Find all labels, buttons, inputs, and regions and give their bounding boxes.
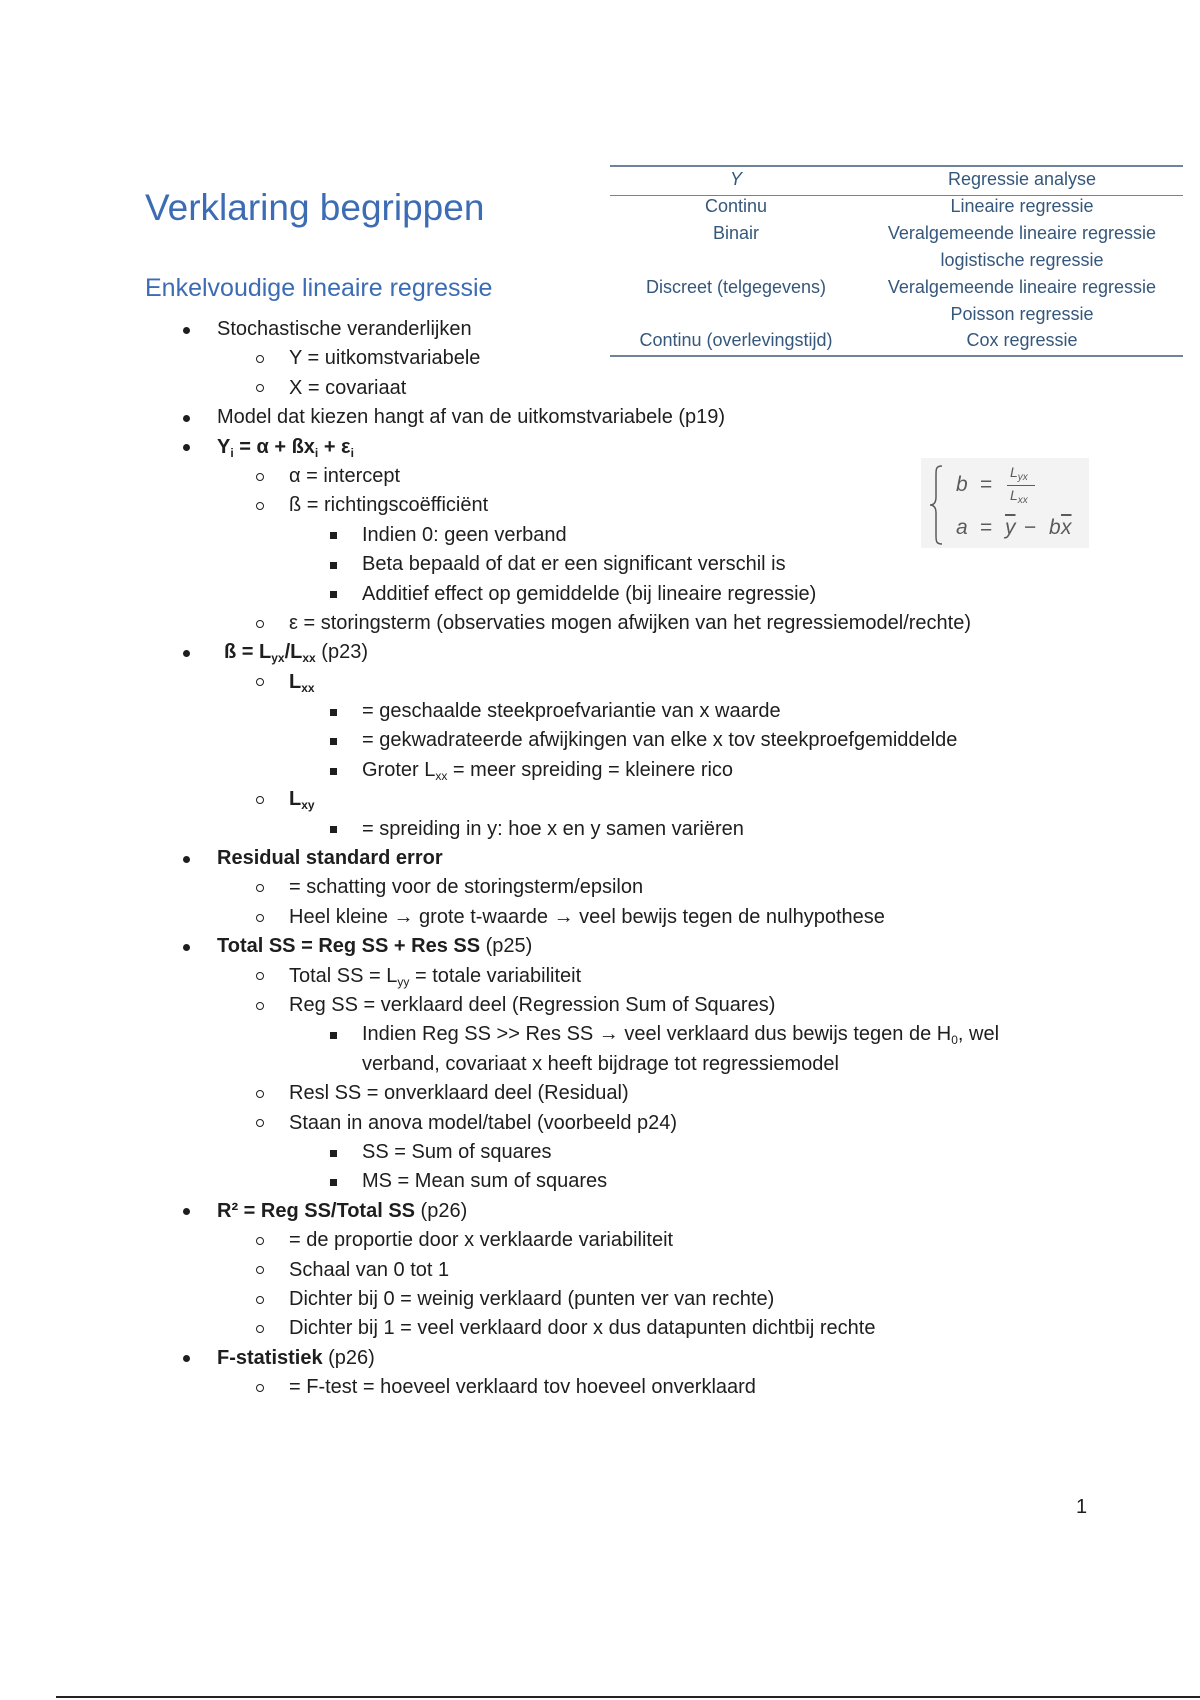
bullet-circle xyxy=(256,384,264,392)
note-line xyxy=(0,697,1200,726)
formula-a: a xyxy=(956,516,968,539)
line-text: MS = Mean sum of squares xyxy=(362,1170,608,1193)
note-line xyxy=(0,844,1200,873)
bullet-circle xyxy=(256,914,264,922)
note-line xyxy=(0,1020,1200,1049)
bullet-dot xyxy=(183,856,190,863)
formula-minus: − xyxy=(1024,516,1037,539)
note-line xyxy=(0,403,1200,432)
line-text: L xyxy=(289,670,302,693)
line-text: = schatting voor de storingsterm/epsilon xyxy=(289,876,644,899)
denominator-subscript: xx xyxy=(1017,495,1028,506)
note-line xyxy=(0,580,1200,609)
note-line xyxy=(0,433,1200,462)
bullet-square xyxy=(330,826,337,833)
line-text: Schaal van 0 tot 1 xyxy=(289,1258,450,1281)
line-text: Additief effect op gemiddelde (bij lineaire regressie) xyxy=(362,582,817,605)
line-text: Reg SS = verklaard deel (Regression Sum of Squares) xyxy=(289,993,776,1016)
line-text: Y = uitkomstvariabele xyxy=(289,347,481,370)
note-line xyxy=(0,1373,1200,1402)
bullet-circle xyxy=(256,1384,264,1392)
line-text: Y xyxy=(217,435,231,458)
line-text: /L xyxy=(284,641,303,664)
bullet-square xyxy=(330,562,337,569)
line-text: verband, covariaat x heeft bijdrage tot regressiemodel xyxy=(362,1052,839,1075)
bullet-circle xyxy=(256,884,264,892)
subscript: xx xyxy=(435,768,448,783)
numerator-subscript: yx xyxy=(1017,472,1028,483)
subscript: xx xyxy=(302,651,316,666)
formula-x-bar: $\overline{x}$ xyxy=(1061,516,1072,539)
line-text: ß = L xyxy=(224,641,272,664)
line-text: X = covariaat xyxy=(289,376,407,399)
bullet-dot xyxy=(183,1208,190,1215)
subscript: yx xyxy=(271,651,285,666)
note-line xyxy=(0,726,1200,755)
note-line xyxy=(0,1138,1200,1167)
note-line xyxy=(0,1256,1200,1285)
line-text: (p26) xyxy=(415,1199,468,1222)
note-line xyxy=(0,785,1200,814)
note-line xyxy=(0,756,1200,785)
numerator-symbol: L xyxy=(1010,464,1018,480)
subscript: i xyxy=(314,445,319,460)
line-text: Resl SS = onverklaard deel (Residual) xyxy=(289,1082,629,1105)
note-line xyxy=(0,638,1200,667)
subscript: yy xyxy=(397,974,410,989)
line-text: = geschaalde steekproefvariantie van x waarde xyxy=(362,700,781,723)
line-text: α = intercept xyxy=(289,464,401,487)
note-line xyxy=(0,344,1200,373)
bullet-dot xyxy=(183,327,190,334)
note-line xyxy=(0,1197,1200,1226)
note-line xyxy=(0,962,1200,991)
note-line xyxy=(0,903,1200,932)
note-line xyxy=(0,1167,1200,1196)
note-line xyxy=(0,1226,1200,1255)
line-text: (p23) xyxy=(315,641,368,664)
line-text: Groter L xyxy=(362,758,436,781)
table-cell-y: Discreet (telgegevens) xyxy=(645,277,827,297)
line-text: = meer spreiding = kleinere rico xyxy=(447,758,734,781)
table-cell-y: Binair xyxy=(712,223,760,243)
note-line xyxy=(0,550,1200,579)
bullet-dot xyxy=(183,415,190,422)
line-text: Staan in anova model/tabel (voorbeeld p24) xyxy=(289,1111,678,1134)
line-text: Total SS = Reg SS + Res SS xyxy=(217,935,481,958)
footer-divider xyxy=(56,1696,1200,1698)
bullet-square xyxy=(330,1032,337,1039)
note-line xyxy=(0,374,1200,403)
line-text: Dichter bij 0 = weinig verklaard (punten ver van rechte) xyxy=(289,1287,775,1310)
bullet-dot xyxy=(183,1355,190,1362)
formula-b: b xyxy=(956,473,968,496)
line-text: Model dat kiezen hangt af van de uitkomstvariabele (p19) xyxy=(217,406,726,429)
page-title: Verklaring begrippen xyxy=(145,187,485,228)
line-text: Stochastische veranderlijken xyxy=(217,318,472,340)
bullet-circle xyxy=(256,1002,264,1010)
note-line-continuation xyxy=(0,1050,1200,1079)
line-text: L xyxy=(289,788,302,811)
bullet-circle xyxy=(256,1325,264,1333)
note-line xyxy=(0,462,1200,491)
table-cell-y: Continu (overlevingstijd) xyxy=(639,330,833,350)
note-line xyxy=(0,1079,1200,1108)
bullet-circle xyxy=(256,1237,264,1245)
regression-type-table xyxy=(610,0,1183,360)
line-text: SS = Sum of squares xyxy=(362,1140,552,1163)
subscript: xy xyxy=(301,798,315,813)
bullet-circle xyxy=(256,1266,264,1274)
line-text: , wel xyxy=(957,1023,1000,1046)
line-text: = F-test = hoeveel verklaard tov hoeveel onverklaard xyxy=(289,1376,756,1399)
bullet-square xyxy=(330,738,337,745)
line-text: = de proportie door x verklaarde variabiliteit xyxy=(289,1229,674,1252)
bullet-dot xyxy=(183,944,190,951)
table-cell-analysis: Poisson regressie xyxy=(950,304,1094,324)
note-line xyxy=(0,315,1200,344)
note-line xyxy=(0,932,1200,961)
note-line xyxy=(0,1109,1200,1138)
bullet-circle xyxy=(256,620,264,628)
table-cell-analysis: Lineaire regressie xyxy=(950,196,1094,216)
page-number: 1 xyxy=(1076,1496,1088,1518)
note-line xyxy=(0,1314,1200,1343)
table-cell-analysis: logistische regressie xyxy=(940,250,1104,270)
bullet-circle xyxy=(256,1296,264,1304)
bullet-square xyxy=(330,709,337,716)
bullet-dot xyxy=(183,444,190,451)
formula-equals: = xyxy=(980,516,993,539)
line-text: R² = Reg SS/Total SS xyxy=(217,1199,415,1222)
bullet-circle xyxy=(256,678,264,686)
line-text: = spreiding in y: hoe x en y samen variëren xyxy=(362,817,744,840)
line-text: = totale variabiliteit xyxy=(409,964,582,987)
line-text: Beta bepaald of dat er een significant verschil is xyxy=(362,553,786,576)
bullet-circle xyxy=(256,502,264,510)
table-cell-y: Continu xyxy=(704,196,768,216)
note-line xyxy=(0,521,1200,550)
table-cell-analysis: Veralgemeende lineaire regressie xyxy=(887,277,1157,297)
formula-y-bar: $\overline{y}$ xyxy=(1005,516,1016,539)
table-cell-analysis: Cox regressie xyxy=(966,330,1078,350)
bullet-square xyxy=(330,1150,337,1157)
line-text: Indien Reg SS >> Res SS → veel verklaard dus bewijs tegen de H xyxy=(362,1023,952,1046)
line-text: F-statistiek xyxy=(217,1346,323,1369)
table-header-y: Y xyxy=(729,169,742,189)
note-line xyxy=(0,991,1200,1020)
bullet-circle xyxy=(256,796,264,804)
bullet-square xyxy=(330,532,337,539)
line-text: = gekwadrateerde afwijkingen van elke x tov steekproefgemiddelde xyxy=(362,729,958,752)
line-text: + ε xyxy=(318,435,351,458)
line-text: Residual standard error xyxy=(217,847,443,870)
formula-equals: = xyxy=(980,473,993,496)
bullet-square xyxy=(330,1179,337,1186)
line-text: ß = richtingscoëfficiënt xyxy=(289,494,489,517)
subscript: i xyxy=(350,445,354,460)
line-text: Dichter bij 1 = veel verklaard door x dus datapunten dichtbij rechte xyxy=(289,1317,876,1340)
denominator-symbol: L xyxy=(1010,487,1018,503)
line-text: = α + ßx xyxy=(233,435,315,458)
bullet-dot xyxy=(183,650,190,657)
table-cell-analysis: Veralgemeende lineaire regressie xyxy=(887,223,1157,243)
bullet-circle xyxy=(256,972,264,980)
section-heading: Enkelvoudige lineaire regressie xyxy=(145,274,493,302)
note-line xyxy=(0,491,1200,520)
notes-list xyxy=(0,315,1200,1402)
note-line xyxy=(0,1285,1200,1314)
note-line xyxy=(0,873,1200,902)
line-text: ε = storingsterm (observaties mogen afwijken van het regressiemodel/rechte) xyxy=(289,611,972,634)
subscript: xx xyxy=(301,680,315,695)
line-text: Total SS = L xyxy=(289,964,398,987)
note-line xyxy=(0,609,1200,638)
table-header-analysis: Regressie analyse xyxy=(947,169,1097,189)
note-line xyxy=(0,815,1200,844)
line-text: (p26) xyxy=(322,1346,375,1369)
bullet-circle xyxy=(256,1090,264,1098)
subscript: i xyxy=(230,445,234,460)
bullet-square xyxy=(330,591,337,598)
note-line xyxy=(0,1344,1200,1373)
line-text: Indien 0: geen verband xyxy=(362,523,567,546)
formula-b-coef: b xyxy=(1049,516,1061,539)
bullet-circle xyxy=(256,1119,264,1127)
subscript: 0 xyxy=(951,1033,958,1048)
bullet-square xyxy=(330,768,337,775)
bullet-circle xyxy=(256,473,264,481)
bullet-circle xyxy=(256,355,264,363)
note-line xyxy=(0,668,1200,697)
line-text: (p25) xyxy=(480,935,533,958)
line-text: Heel kleine → grote t-waarde → veel bewijs tegen de nulhypothese xyxy=(289,905,885,928)
